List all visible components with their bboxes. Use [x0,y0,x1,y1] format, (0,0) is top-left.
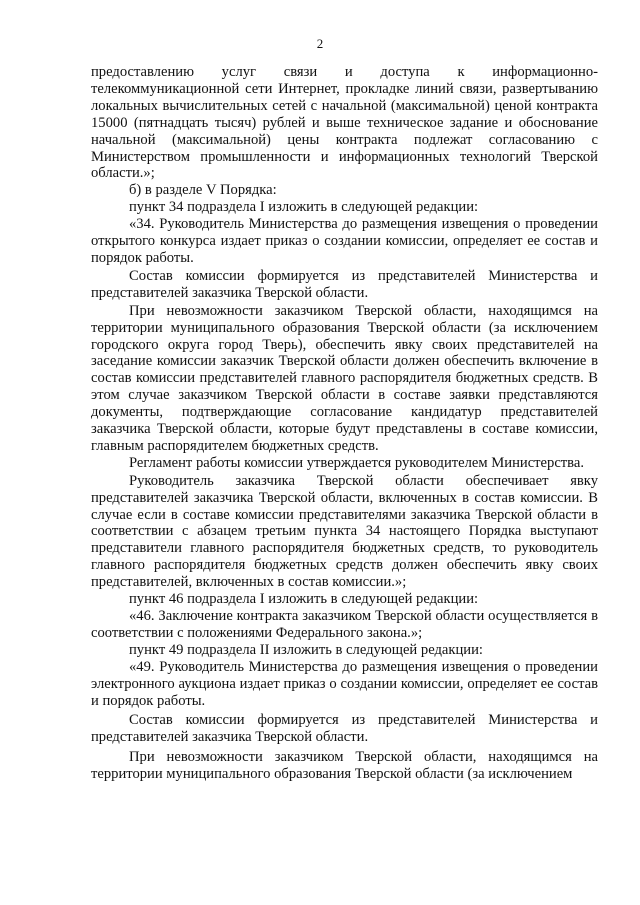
paragraph-item-49-intro: пункт 49 подраздела II изложить в следующей редакции: [129,641,483,658]
document-body [91,64,598,783]
paragraph-item-46-intro: пункт 46 подраздела I изложить в следующей редакции: [129,591,479,608]
paragraph-impossibility-2: При невозможности заказчиком Тверской области, находящимся на территории муниципального образования Тверской области (за исключением [91,749,598,783]
paragraph-customer-head: Руководитель заказчика Тверской области обеспечивает явку представителей заказчика Тверской области, включенных в состав комиссии. В случае если в составе комиссии представителями заказчика Тверской области в соответствии с абзацем третьим пункта 34 настоящего Порядка выступают представители главного распорядителя бюджетных средств, то руководитель главного распорядителя бюджетных средств должен обеспечить явку своих представителей, включенных в состав комиссии.»; [91,472,598,591]
page-number: 2 [316,36,324,51]
paragraph-item-46: «46. Заключение контракта заказчиком Тверской области осуществляется в соответствии с положениями Федерального закона.»; [91,608,598,641]
paragraph-regulations: Регламент работы комиссии утверждается руководителем Министерства. [129,454,584,471]
paragraph-item-34-intro: пункт 34 подраздела I изложить в следующей редакции: [129,199,479,216]
paragraph-item-34: «34. Руководитель Министерства до размещения извещения о проведении открытого конкурса издает приказ о создании комиссии, определяет ее состав и порядок работы. [91,216,598,266]
paragraph-item-49: «49. Руководитель Министерства до размещения извещения о проведении электронного аукциона издает приказ о создании комиссии, определяет ее состав и порядок работы. [91,658,598,709]
paragraph-commission-composition: Состав комиссии формируется из представителей Министерства и представителей заказчика Тверской области. [91,267,598,301]
paragraph-commission-composition-2: Состав комиссии формируется из представителей Министерства и представителей заказчика Тверской области. [91,712,598,746]
paragraph-section-v: б) в разделе V Порядка: [129,182,277,199]
paragraph-continuation: предоставлению услуг связи и доступа к информационно-телекоммуникационной сети Интернет, прокладке линий связи, развертыванию локальных вычислительных сетей с начальной (максимальной) ценой контракта 15000 (пятнадцать тысяч) рублей и выше техническое задание и обоснование начальной (максимальной) цены контракта подлежат согласованию с Министерством промышленности и информационных технологий Тверской области.»; [91,64,598,182]
paragraph-impossibility: При невозможности заказчиком Тверской области, находящимся на территории муниципального образования Тверской области (за исключением городского округа город Тверь), обеспечить явку своих представителей на заседание комиссии заказчик Тверской области должен обеспечить включение в состав комиссии представителей главного распорядителя бюджетных средств. В этом случае заказчиком Тверской области в составе заявки представляются документы, подтверждающие согласование кандидатур представителей заказчика Тверской области, которые будут представлены в составе комиссии, главным распорядителем бюджетных средств. [91,302,598,454]
